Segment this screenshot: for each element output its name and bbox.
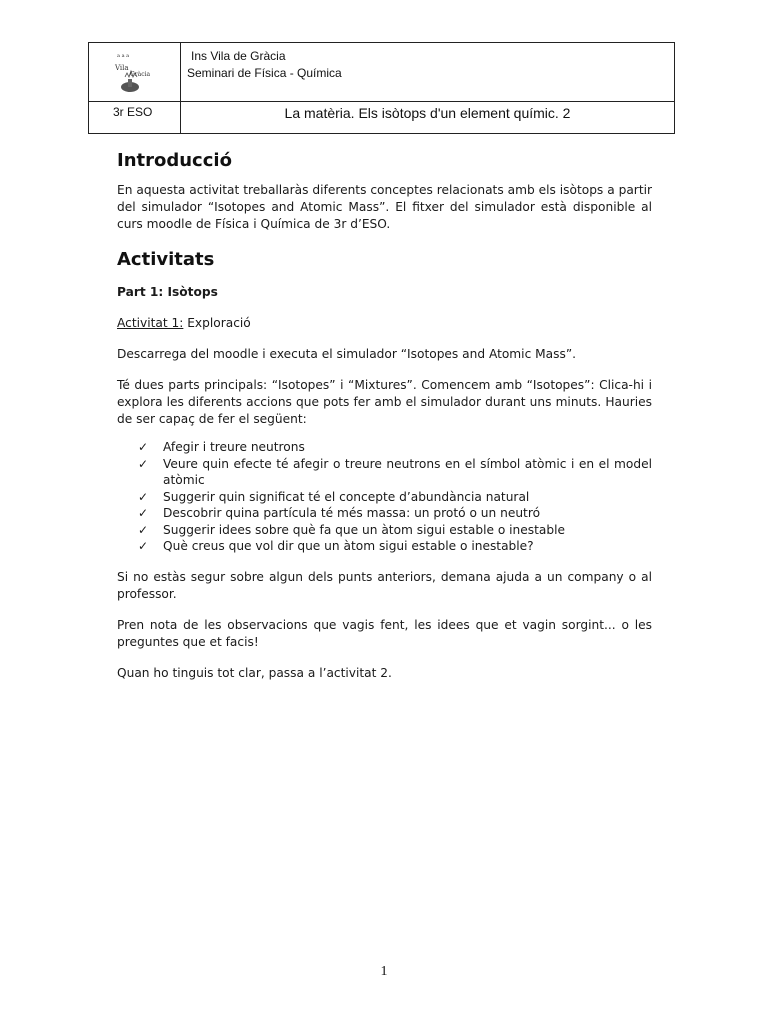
paragraph-parts: Té dues parts principals: “Isotopes” i “Mixtures”. Comencem amb “Isotopes”: Clica-hi i explora les diferents accions que pots fer amb el simulador durant uns minuts. Hauries de ser capaç de fer el següent: bbox=[117, 378, 652, 426]
department-name: Seminari de Física - Química bbox=[187, 66, 342, 80]
list-item: ✓ Descobrir quina partícula té més massa: un protó o un neutró bbox=[138, 506, 541, 520]
header-divider bbox=[180, 43, 181, 133]
header-table bbox=[88, 42, 675, 134]
intro-heading: Introducció bbox=[117, 150, 232, 171]
intro-paragraph: En aquesta activitat treballaràs diferents conceptes relacionats amb els isòtops a partir del simulador “Isotopes and Atomic Mass”. El fitxer del simulador està disponible al curs moodle de Física i Química de 3r d’ESO. bbox=[117, 183, 652, 231]
course-label: 3r ESO bbox=[113, 105, 153, 119]
document-title: La matèria. Els isòtops d'un element químic. 2 bbox=[284, 105, 571, 121]
svg-text:a a a: a a a bbox=[117, 53, 130, 59]
paragraph-help: Si no estàs segur sobre algun dels punts anteriors, demana ajuda a un company o al professor. bbox=[117, 569, 652, 601]
check-icon: ✓ bbox=[138, 506, 149, 520]
paragraph-next: Quan ho tinguis tot clar, passa a l’activitat 2. bbox=[117, 665, 392, 680]
check-icon: ✓ bbox=[138, 539, 149, 553]
paragraph-notes: Pren nota de les observacions que vagis fent, les idees que et vagin sorgint... o les preguntes que et facis! bbox=[117, 617, 652, 649]
check-icon: ✓ bbox=[138, 489, 149, 504]
svg-text:Vila: Vila bbox=[115, 64, 129, 72]
page-number: 1 bbox=[380, 964, 388, 979]
activity-name: Exploració bbox=[183, 316, 251, 330]
checklist bbox=[117, 439, 652, 555]
list-item: ✓ Suggerir quin significat té el concepte d’abundància natural bbox=[138, 489, 530, 504]
school-name: Ins Vila de Gràcia bbox=[191, 49, 286, 63]
check-icon: ✓ bbox=[138, 440, 149, 454]
header-row-bottom bbox=[89, 102, 674, 133]
activities-heading: Activitats bbox=[117, 249, 215, 270]
page-content bbox=[117, 148, 652, 682]
header-row-top bbox=[89, 43, 674, 102]
list-item: ✓ Veure quin efecte té afegir o treure neutrons en el símbol atòmic i en el model atòmic bbox=[138, 456, 652, 487]
check-icon: ✓ bbox=[138, 456, 149, 471]
part-title: Part 1: Isòtops bbox=[117, 285, 218, 299]
list-item: ✓ Afegir i treure neutrons bbox=[138, 440, 305, 454]
school-logo bbox=[111, 49, 155, 95]
activity-line bbox=[117, 315, 652, 332]
list-item: ✓ Suggerir idees sobre què fa que un àtom sigui estable o inestable bbox=[138, 522, 565, 537]
activity-label: Activitat 1: bbox=[117, 316, 184, 330]
paragraph-download: Descarrega del moodle i executa el simulador “Isotopes and Atomic Mass”. bbox=[117, 347, 577, 361]
check-icon: ✓ bbox=[138, 522, 149, 537]
svg-text:Gràcia: Gràcia bbox=[130, 71, 151, 78]
list-item: ✓ Què creus que vol dir que un àtom sigui estable o inestable? bbox=[138, 539, 534, 553]
